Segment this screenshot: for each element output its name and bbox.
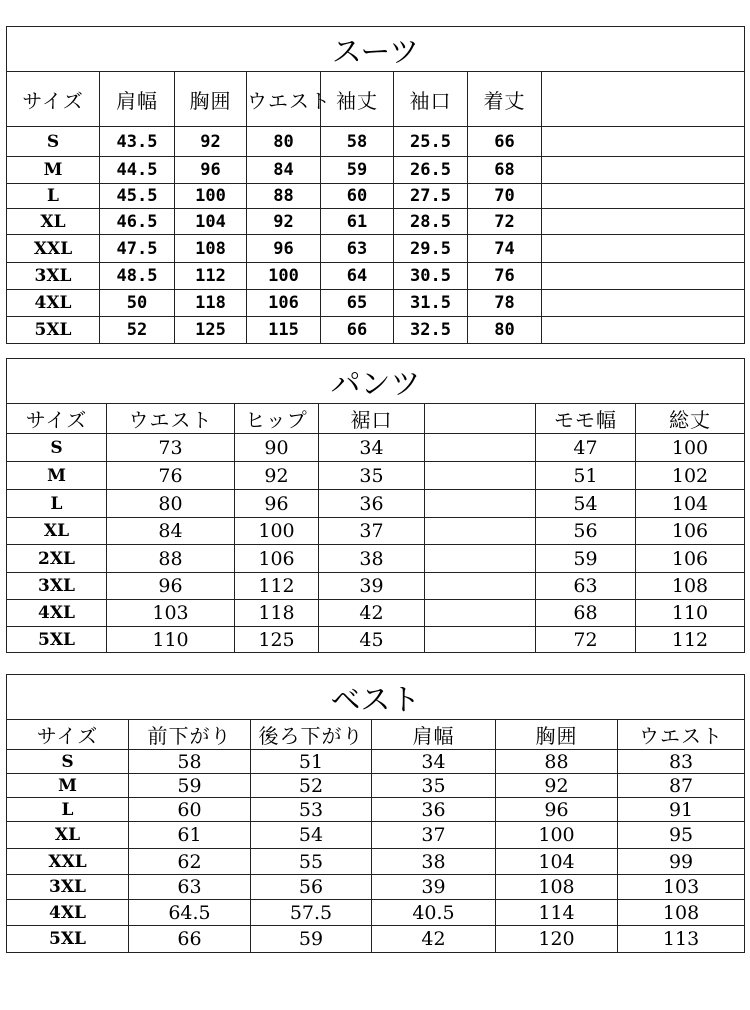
suits-value-cell: 44.5 [100,157,175,184]
pants-value-cell: 76 [107,462,235,490]
vest-value-cell: 35 [372,774,496,798]
vest-value-cell: 37 [372,822,496,849]
pants-size-cell: 2XL [7,545,107,573]
suits-value-cell: 48.5 [100,263,175,290]
pants-value-cell: 100 [235,518,319,545]
suits-value-cell: 58 [321,127,394,157]
suits-table-row [7,263,745,290]
vest-value-cell: 61 [129,822,251,849]
pants-empty-cell [425,600,536,627]
vest-value-cell: 52 [251,774,372,798]
suits-value-cell: 59 [321,157,394,184]
suits-value-cell: 80 [468,317,542,344]
pants-value-cell: 56 [536,518,636,545]
pants-value-cell: 118 [235,600,319,627]
pants-value-cell: 100 [636,434,745,462]
pants-empty-cell [425,545,536,573]
vest-value-cell: 95 [618,822,745,849]
vest-value-cell: 42 [372,926,496,953]
pants-value-cell: 84 [107,518,235,545]
suits-size-cell: M [7,157,100,184]
pants-value-cell: 39 [319,573,425,600]
vest-table-row [7,900,745,926]
suits-value-cell: 115 [247,317,321,344]
suits-value-cell: 70 [468,184,542,209]
pants-value-cell: 63 [536,573,636,600]
suits-value-cell: 74 [468,235,542,263]
vest-value-cell: 88 [496,750,618,774]
pants-header-cell: ヒップ [235,404,319,434]
pants-size-cell: 3XL [7,573,107,600]
suits-size-cell: 4XL [7,290,100,317]
vest-header-cell: サイズ [7,720,129,750]
pants-header-cell [425,404,536,434]
suits-value-cell: 26.5 [394,157,468,184]
suits-value-cell: 66 [321,317,394,344]
suits-value-cell: 64 [321,263,394,290]
pants-header-cell: サイズ [7,404,107,434]
suits-empty-cell [542,184,745,209]
suits-value-cell: 96 [175,157,247,184]
suits-value-cell: 32.5 [394,317,468,344]
pants-size-table [6,358,745,653]
vest-title: ベスト [7,675,745,720]
pants-value-cell: 125 [235,627,319,653]
pants-empty-cell [425,462,536,490]
pants-table-row [7,462,745,490]
vest-value-cell: 64.5 [129,900,251,926]
suits-value-cell: 52 [100,317,175,344]
vest-value-cell: 96 [496,798,618,822]
vest-header-cell: 前下がり [129,720,251,750]
vest-table-row [7,875,745,900]
vest-value-cell: 54 [251,822,372,849]
suits-value-cell: 88 [247,184,321,209]
suits-value-cell: 45.5 [100,184,175,209]
suits-empty-cell [542,263,745,290]
pants-table-row [7,573,745,600]
vest-value-cell: 87 [618,774,745,798]
suits-header-cell: 肩幅 [100,72,175,127]
suits-size-table [6,26,745,344]
pants-table-row [7,490,745,518]
suits-value-cell: 100 [247,263,321,290]
vest-value-cell: 120 [496,926,618,953]
pants-empty-cell [425,573,536,600]
suits-size-cell: XL [7,209,100,235]
pants-value-cell: 106 [636,518,745,545]
vest-value-cell: 59 [129,774,251,798]
vest-value-cell: 66 [129,926,251,953]
suits-value-cell: 84 [247,157,321,184]
vest-table-row [7,822,745,849]
suits-table-row [7,235,745,263]
pants-value-cell: 37 [319,518,425,545]
vest-header-cell: 後ろ下がり [251,720,372,750]
pants-size-cell: 4XL [7,600,107,627]
suits-table-row [7,157,745,184]
suits-value-cell: 50 [100,290,175,317]
pants-table-row [7,434,745,462]
pants-value-cell: 38 [319,545,425,573]
suits-empty-cell [542,209,745,235]
suits-value-cell: 76 [468,263,542,290]
suits-empty-cell [542,157,745,184]
pants-empty-cell [425,518,536,545]
suits-value-cell: 92 [175,127,247,157]
suits-value-cell: 72 [468,209,542,235]
suits-value-cell: 27.5 [394,184,468,209]
vest-value-cell: 100 [496,822,618,849]
vest-size-cell: 4XL [7,900,129,926]
vest-table-row [7,750,745,774]
suits-value-cell: 125 [175,317,247,344]
vest-table-row [7,926,745,953]
suits-value-cell: 100 [175,184,247,209]
pants-empty-cell [425,627,536,653]
vest-header-cell: 肩幅 [372,720,496,750]
suits-value-cell: 43.5 [100,127,175,157]
vest-value-cell: 34 [372,750,496,774]
pants-value-cell: 72 [536,627,636,653]
pants-value-cell: 112 [636,627,745,653]
suits-header-cell: 袖丈 [321,72,394,127]
suits-size-cell: L [7,184,100,209]
pants-value-cell: 103 [107,600,235,627]
pants-size-cell: XL [7,518,107,545]
suits-value-cell: 106 [247,290,321,317]
suits-table-row [7,127,745,157]
suits-value-cell: 25.5 [394,127,468,157]
vest-value-cell: 56 [251,875,372,900]
suits-value-cell: 63 [321,235,394,263]
vest-size-cell: 5XL [7,926,129,953]
vest-value-cell: 38 [372,849,496,875]
vest-size-cell: L [7,798,129,822]
pants-value-cell: 36 [319,490,425,518]
pants-value-cell: 42 [319,600,425,627]
suits-title: スーツ [7,27,745,72]
suits-header-cell: ウエスト [247,72,321,127]
suits-value-cell: 92 [247,209,321,235]
vest-value-cell: 92 [496,774,618,798]
vest-value-cell: 99 [618,849,745,875]
vest-size-cell: XL [7,822,129,849]
pants-value-cell: 34 [319,434,425,462]
vest-value-cell: 113 [618,926,745,953]
vest-value-cell: 51 [251,750,372,774]
suits-empty-cell [542,290,745,317]
suits-value-cell: 28.5 [394,209,468,235]
suits-header-cell: サイズ [7,72,100,127]
suits-value-cell: 60 [321,184,394,209]
vest-size-cell: 3XL [7,875,129,900]
vest-header-cell: ウエスト [618,720,745,750]
vest-size-table [6,674,745,953]
suits-empty-cell [542,127,745,157]
vest-value-cell: 40.5 [372,900,496,926]
pants-value-cell: 110 [107,627,235,653]
pants-header-cell: 裾口 [319,404,425,434]
pants-value-cell: 106 [636,545,745,573]
pants-value-cell: 54 [536,490,636,518]
vest-value-cell: 39 [372,875,496,900]
vest-value-cell: 108 [618,900,745,926]
vest-value-cell: 114 [496,900,618,926]
vest-value-cell: 83 [618,750,745,774]
suits-value-cell: 61 [321,209,394,235]
suits-header-cell: 着丈 [468,72,542,127]
suits-header-row [7,72,745,127]
suits-header-cell [542,72,745,127]
suits-value-cell: 96 [247,235,321,263]
pants-value-cell: 96 [235,490,319,518]
pants-size-cell: L [7,490,107,518]
pants-empty-cell [425,434,536,462]
vest-value-cell: 62 [129,849,251,875]
pants-value-cell: 35 [319,462,425,490]
pants-header-cell: モモ幅 [536,404,636,434]
vest-value-cell: 59 [251,926,372,953]
vest-table-row [7,774,745,798]
pants-value-cell: 59 [536,545,636,573]
pants-value-cell: 47 [536,434,636,462]
pants-value-cell: 73 [107,434,235,462]
suits-table-row [7,184,745,209]
suits-value-cell: 29.5 [394,235,468,263]
pants-table-row [7,627,745,653]
pants-empty-cell [425,490,536,518]
suits-header-cell: 袖口 [394,72,468,127]
suits-value-cell: 31.5 [394,290,468,317]
vest-value-cell: 57.5 [251,900,372,926]
suits-size-cell: S [7,127,100,157]
vest-size-cell: XXL [7,849,129,875]
pants-title: パンツ [7,359,745,404]
suits-table-row [7,209,745,235]
suits-value-cell: 112 [175,263,247,290]
pants-size-cell: M [7,462,107,490]
vest-value-cell: 58 [129,750,251,774]
vest-value-cell: 91 [618,798,745,822]
suits-value-cell: 68 [468,157,542,184]
suits-value-cell: 104 [175,209,247,235]
pants-value-cell: 96 [107,573,235,600]
pants-size-cell: S [7,434,107,462]
vest-value-cell: 53 [251,798,372,822]
suits-value-cell: 80 [247,127,321,157]
pants-value-cell: 88 [107,545,235,573]
suits-value-cell: 30.5 [394,263,468,290]
pants-value-cell: 110 [636,600,745,627]
pants-value-cell: 90 [235,434,319,462]
pants-value-cell: 112 [235,573,319,600]
pants-value-cell: 80 [107,490,235,518]
suits-value-cell: 78 [468,290,542,317]
vest-value-cell: 103 [618,875,745,900]
pants-value-cell: 45 [319,627,425,653]
pants-table-row [7,600,745,627]
pants-value-cell: 102 [636,462,745,490]
pants-value-cell: 92 [235,462,319,490]
pants-header-cell: 総丈 [636,404,745,434]
pants-value-cell: 104 [636,490,745,518]
pants-header-cell: ウエスト [107,404,235,434]
suits-value-cell: 47.5 [100,235,175,263]
suits-empty-cell [542,235,745,263]
pants-table-row [7,518,745,545]
suits-empty-cell [542,317,745,344]
suits-value-cell: 66 [468,127,542,157]
pants-value-cell: 51 [536,462,636,490]
pants-size-cell: 5XL [7,627,107,653]
suits-size-cell: XXL [7,235,100,263]
suits-size-cell: 5XL [7,317,100,344]
pants-value-cell: 108 [636,573,745,600]
vest-value-cell: 108 [496,875,618,900]
pants-value-cell: 106 [235,545,319,573]
vest-value-cell: 36 [372,798,496,822]
suits-value-cell: 46.5 [100,209,175,235]
vest-header-row [7,720,745,750]
vest-table-row [7,849,745,875]
vest-value-cell: 63 [129,875,251,900]
suits-size-cell: 3XL [7,263,100,290]
vest-value-cell: 104 [496,849,618,875]
vest-header-cell: 胸囲 [496,720,618,750]
pants-header-row [7,404,745,434]
vest-table-row [7,798,745,822]
suits-value-cell: 65 [321,290,394,317]
suits-value-cell: 108 [175,235,247,263]
suits-table-row [7,290,745,317]
suits-table-row [7,317,745,344]
vest-value-cell: 55 [251,849,372,875]
vest-size-cell: S [7,750,129,774]
suits-header-cell: 胸囲 [175,72,247,127]
pants-table-row [7,545,745,573]
suits-value-cell: 118 [175,290,247,317]
pants-value-cell: 68 [536,600,636,627]
vest-value-cell: 60 [129,798,251,822]
vest-size-cell: M [7,774,129,798]
